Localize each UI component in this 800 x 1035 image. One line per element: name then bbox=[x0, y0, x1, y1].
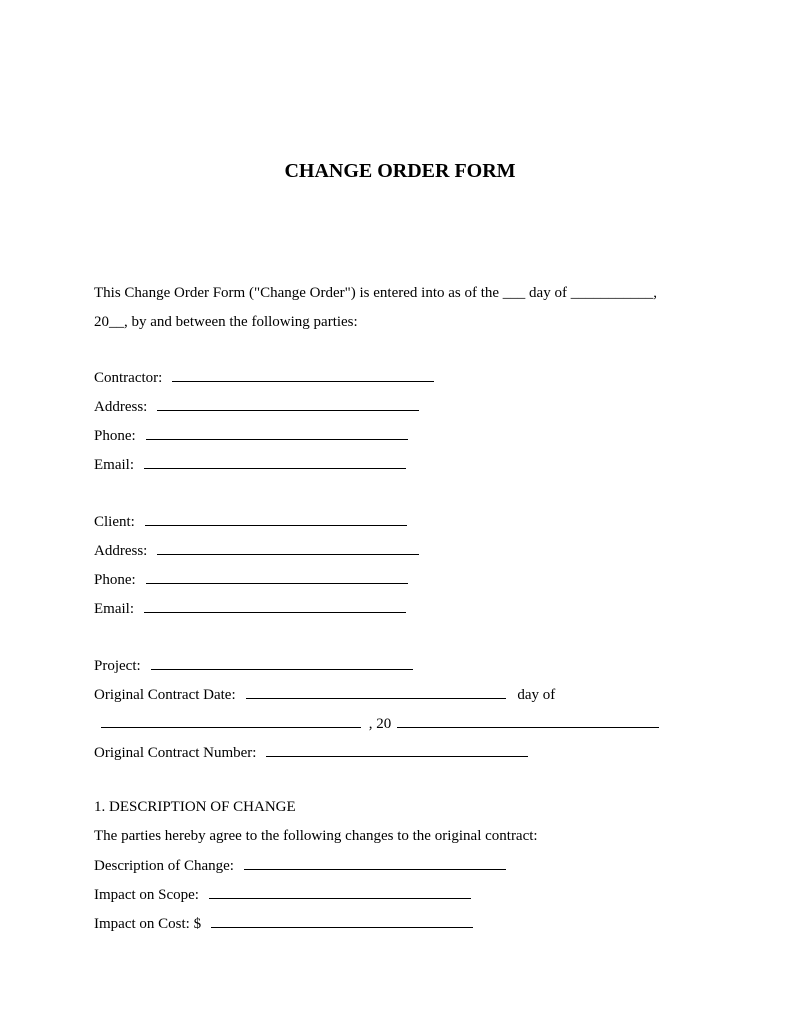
intro-line-1: This Change Order Form ("Change Order") is entered into as of the ___ day of ___________, bbox=[94, 285, 657, 301]
contractor-phone-label: Phone: bbox=[94, 428, 136, 444]
contractor-email-row bbox=[94, 454, 406, 475]
original-contract-number-label: Original Contract Number: bbox=[94, 745, 257, 761]
contractor-email-field[interactable] bbox=[144, 454, 406, 469]
client-phone-label: Phone: bbox=[94, 572, 136, 588]
description-of-change-row bbox=[94, 855, 506, 876]
description-of-change-field[interactable] bbox=[244, 855, 506, 870]
client-phone-row bbox=[94, 569, 408, 590]
original-contract-date-row bbox=[94, 684, 555, 705]
impact-on-scope-field[interactable] bbox=[209, 884, 471, 899]
client-address-label: Address: bbox=[94, 543, 148, 559]
impact-on-cost-label: Impact on Cost: $ bbox=[94, 916, 202, 932]
client-label: Client: bbox=[94, 514, 135, 530]
contractor-address-row bbox=[94, 396, 419, 417]
description-of-change-label: Description of Change: bbox=[94, 858, 234, 874]
original-contract-date-field[interactable] bbox=[246, 684, 506, 699]
page-title: CHANGE ORDER FORM bbox=[284, 160, 516, 182]
contractor-label: Contractor: bbox=[94, 370, 163, 386]
contractor-email-label: Email: bbox=[94, 457, 134, 473]
impact-on-scope-label: Impact on Scope: bbox=[94, 887, 199, 903]
impact-on-scope-row bbox=[94, 884, 471, 905]
contractor-field[interactable] bbox=[172, 367, 434, 382]
comma-twenty-text: , 20 bbox=[368, 716, 392, 732]
contract-month-year-row bbox=[101, 713, 659, 734]
client-address-row bbox=[94, 540, 419, 561]
project-label: Project: bbox=[94, 658, 141, 674]
original-contract-number-field[interactable] bbox=[266, 742, 528, 757]
client-phone-field[interactable] bbox=[146, 569, 408, 584]
contractor-phone-row bbox=[94, 425, 408, 446]
agreement-text: The parties hereby agree to the following changes to the original contract: bbox=[94, 828, 538, 844]
contractor-row bbox=[94, 367, 434, 388]
contractor-address-label: Address: bbox=[94, 399, 148, 415]
client-email-row bbox=[94, 598, 406, 619]
section-heading: 1. DESCRIPTION OF CHANGE bbox=[94, 799, 296, 815]
original-contract-date-label: Original Contract Date: bbox=[94, 687, 236, 703]
client-row bbox=[94, 511, 407, 532]
contractor-address-field[interactable] bbox=[157, 396, 419, 411]
impact-on-cost-row bbox=[94, 913, 473, 934]
day-of-text: day of bbox=[517, 687, 556, 703]
project-field[interactable] bbox=[151, 655, 413, 670]
client-email-field[interactable] bbox=[144, 598, 406, 613]
contract-year-field[interactable] bbox=[397, 713, 659, 728]
client-field[interactable] bbox=[145, 511, 407, 526]
original-contract-number-row bbox=[94, 742, 528, 763]
impact-on-cost-field[interactable] bbox=[211, 913, 473, 928]
client-email-label: Email: bbox=[94, 601, 134, 617]
contract-month-field[interactable] bbox=[101, 713, 361, 728]
project-row bbox=[94, 655, 413, 676]
intro-line-2: 20__, by and between the following parties: bbox=[94, 314, 358, 330]
client-address-field[interactable] bbox=[157, 540, 419, 555]
contractor-phone-field[interactable] bbox=[146, 425, 408, 440]
